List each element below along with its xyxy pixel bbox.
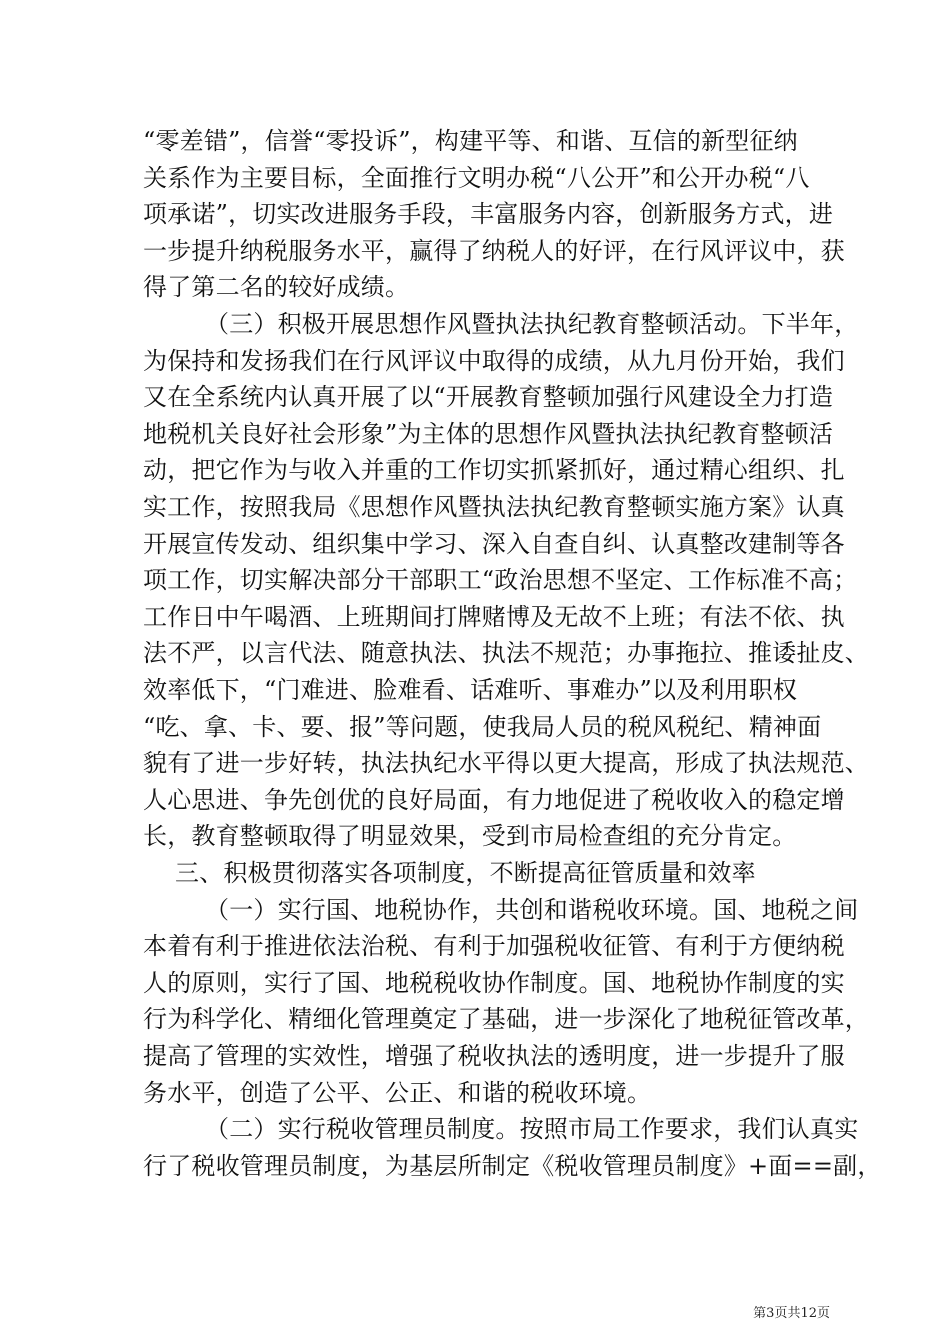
- text-line: 项承诺”，切实改进服务手段，丰富服务内容，创新服务方式，进: [143, 200, 834, 228]
- text-line: 开展宣传发动、组织集中学习、深入自查自纠、认真整改建制等各: [143, 530, 845, 558]
- text-line: 人的原则，实行了国、地税税收协作制度。国、地税协作制度的实: [143, 969, 845, 997]
- text-line: 一步提升纳税服务水平，赢得了纳税人的好评，在行风评议中，获: [143, 237, 845, 265]
- text-line: 项工作，切实解决部分干部职工“政治思想不坚定、工作标准不高；: [143, 566, 858, 594]
- text-line: 得了第二名的较好成绩。: [143, 273, 410, 301]
- text-line: 人心思进、争先创优的良好局面，有力地促进了税收收入的稳定增: [143, 786, 845, 814]
- paragraph-heading-3: （三）积极开展思想作风暨执法执纪教育整顿活动。下半年，: [205, 310, 859, 338]
- text-line: 貌有了进一步好转，执法执纪水平得以更大提高，形成了执法规范、: [143, 749, 869, 777]
- text-line: 行为科学化、精细化管理奠定了基础，进一步深化了地税征管改革，: [143, 1005, 869, 1033]
- text-line: 又在全系统内认真开展了以“开展教育整顿加强行风建设全力打造: [143, 383, 834, 411]
- text-line: 本着有利于推进依法治税、有利于加强税收征管、有利于方便纳税: [143, 932, 845, 960]
- paragraph-heading-1: （一）实行国、地税协作，共创和谐税收环境。国、地税之间: [205, 896, 859, 924]
- text-line: 长，教育整顿取得了明显效果，受到市局检查组的充分肯定。: [143, 822, 797, 850]
- page-number: 第3页共12页: [753, 1306, 830, 1321]
- text-line: 效率低下，“门难进、脸难看、话难听、事难办”以及利用职权: [143, 676, 798, 704]
- text-line: 实工作，按照我局《思想作风暨执法执纪教育整顿实施方案》认真: [143, 493, 845, 521]
- text-line: 行了税收管理员制度，为基层所制定《税收管理员制度》+面==副，: [143, 1152, 882, 1180]
- text-line: 工作日中午喝酒、上班期间打牌赌博及无故不上班；有法不依、执: [143, 603, 845, 631]
- paragraph-heading-2: （二）实行税收管理员制度。按照市局工作要求，我们认真实: [205, 1115, 859, 1143]
- text-line: 法不严，以言代法、随意执法、执法不规范；办事拖拉、推诿扯皮、: [143, 639, 869, 667]
- text-line: 务水平，创造了公平、公正、和谐的税收环境。: [143, 1079, 652, 1107]
- text-line: “吃、拿、卡、要、报”等问题，使我局人员的税风税纪、精神面: [143, 713, 822, 741]
- text-line: 提高了管理的实效性，增强了税收执法的透明度，进一步提升了服: [143, 1042, 845, 1070]
- text-line: 动，把它作为与收入并重的工作切实抓紧抓好，通过精心组织、扎: [143, 456, 845, 484]
- text-line: 为保持和发扬我们在行风评议中取得的成绩，从九月份开始，我们: [143, 347, 845, 375]
- text-line: “零差错”，信誉“零投诉”，构建平等、和谐、互信的新型征纳: [143, 127, 798, 155]
- text-line: 地税机关良好社会形象”为主体的思想作风暨执法执纪教育整顿活: [143, 420, 834, 448]
- text-line: 关系作为主要目标，全面推行文明办税“八公开”和公开办税“八: [143, 164, 810, 192]
- section-heading: 三、积极贯彻落实各项制度，不断提高征管质量和效率: [175, 859, 756, 887]
